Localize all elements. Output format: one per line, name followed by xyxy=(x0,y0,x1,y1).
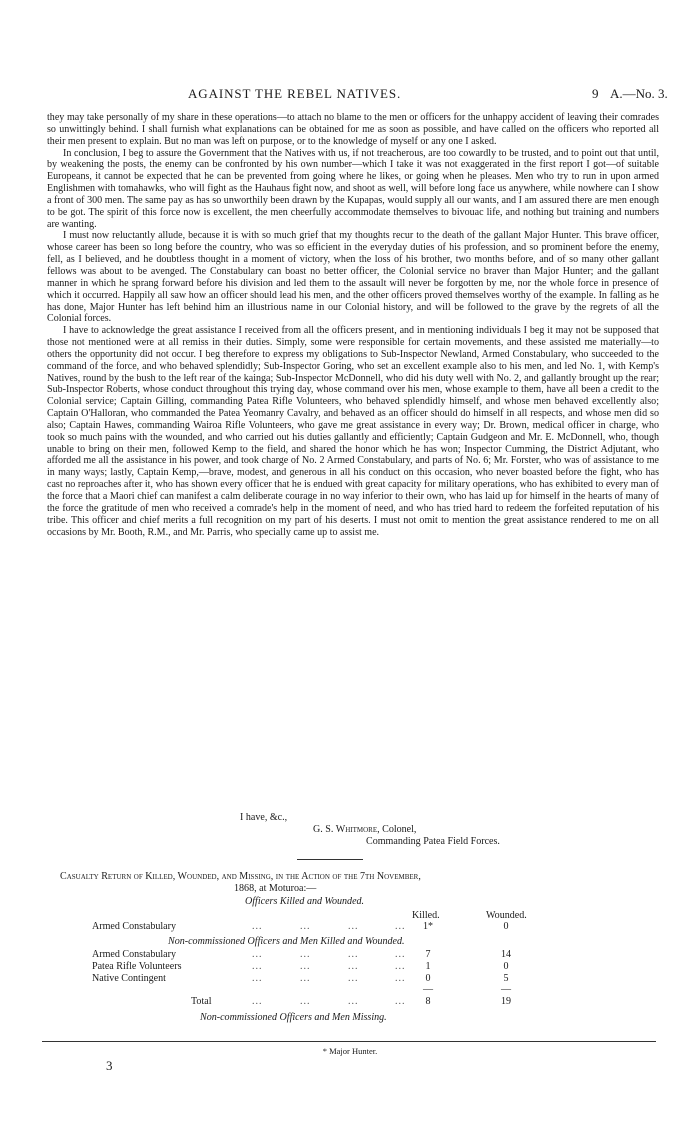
casualty-heading-line2: 1868, at Moturoa:— xyxy=(234,883,317,894)
casualty-heading-line1: Casualty Return of Killed, Wounded, and Missing, in the Action of the 7th November, xyxy=(60,871,421,882)
table-row: Patea Rifle Volunteers ... ... ... ... 1 0 xyxy=(92,961,509,972)
paragraph: In conclusion, I beg to assure the Government that the Natives with us, if not treacherous, are too cowardly to be trusted, and to point out that until, by weakening the posts, the enemy can be confronted by his own number—which I take it was not exaggerated in the first report I got—of suitable Europeans, it cannot be expected that he can be prevented from going where he likes, or going when he pleases. Men who try to run in upon armed Englishmen with tomahawks, who will fight as the Hauhaus fight now, and shoot as well, will before long face us anywhere, while nowhere can I show a front of 300 men. The same pay as has so unworthily been drawn by the Kupapas, would supply all our wants, and I am assured there are men enough to be got. The spirit of this force now is excellent, the men cheerfully accommodate themselves to bivouac life, and nothing but training and numbers are wanting. xyxy=(47,147,659,230)
signatory-name: G. S. Whitmore, Colonel, xyxy=(313,824,417,835)
total-row: Total ... ... ... ... 8 19 xyxy=(191,996,512,1007)
footnote-rule xyxy=(42,1041,656,1042)
sum-rules: — — xyxy=(422,984,512,995)
subheading-nco-killed-wounded: Non-commissioned Officers and Men Killed and Wounded. xyxy=(168,936,405,947)
running-title: AGAINST THE REBEL NATIVES. xyxy=(188,86,402,101)
printed-page-footer: 3 xyxy=(106,1058,113,1073)
closing-line: I have, &c., xyxy=(240,812,288,823)
table-row: Native Contingent ... ... ... ... 0 5 xyxy=(92,973,509,984)
paper-reference: A.—No. 3. xyxy=(610,86,668,101)
page-number: 9 xyxy=(592,86,599,101)
column-header-killed: Killed. xyxy=(412,910,440,921)
paragraph: I must now reluctantly allude, because it is with so much grief that my thoughts recur to the death of the gallant Major Hunter. This brave officer, whose career has been so long before the country, who was so efficient in the everyday duties of his profession, and so prominent before the enemy, fell, as I believed, and he doubtless thought in a moment of victory, when the loss of his brother, two months before, and of so many other gallant fellows was about to be avenged. The Constabulary can boast no better officer, the Colonial service no braver than Major Hunter; and the gallant manner in which he sprang forward before his division and led them to the assault will never be forgotten by me, nor the whole force in presence of which it occurred. Happily all saw how an officer should lead his men, and the other officers proved themselves worthy of the example. In falling as he has done, Major Hunter has left behind him an illustrious name in our Colonial history, and will be followed to the grave by the regrets of all the Colonial forces. xyxy=(47,230,659,325)
table-row: Armed Constabulary ... ... ... ... 1* 0 xyxy=(92,921,509,932)
column-header-wounded: Wounded. xyxy=(486,910,527,921)
signatory-title: Commanding Patea Field Forces. xyxy=(366,836,500,847)
paragraph: they may take personally of my share in these operations—to attach no blame to the men or officers for the unhappy accident of leaving their comrades so unwittingly behind. I shall furnish what explanations can be obtained for me as soon as possible, and have called on the officers who reported all their men present to explain. But no man was left on purpose, or to the knowledge of myself or any one I asked. xyxy=(47,112,659,147)
table-row: Armed Constabulary ... ... ... ... 7 14 xyxy=(92,949,512,960)
footnote: * Major Hunter. xyxy=(322,1046,378,1056)
paragraph: I have to acknowledge the great assistance I received from all the officers present, and in mentioning individuals I beg it may not be supposed that those not mentioned were at all remiss in their duties. Simply, some were responsible for certain movements, and these assisted me materially—to others the opportunity did not occur. I beg therefore to express my obligations to Sub-Inspector Newland, Armed Constabulary, who succeeded to the command of the force, and who behaved splendidly; Sub-Inspector Goring, who set an excellent example also to his men, and led No. 1, with Kemp's Natives, round by the bush to the left rear of the kainga; Sub-Inspector McDonnell, who did his duty well with No. 2, and gallantly brought up the rear; Sub-Inspector Roberts, whose conduct throughout this trying day, whose command over his men, whose example to them, have all been a credit to the Colonial service; Captain Gilling, commanding Patea Rifle Volunteers, who behaved splendidly himself, and whose men behaved excellently also; Captain O'Halloran, who commanded the Patea Yeomanry Cavalry, and behaved as an officer should do himself in all respects, and whose men did so also; Captain Hawes, commanding Wairoa Rifle Volunteers, who gave me great assistance in every way; Dr. Brown, medical officer in charge, who took so much pains with the wounded, and who carried out his duties gallantly and efficiently; Captain Gudgeon and Mr. E. McDonnell, who, though unable to bring on their men, followed Kemp to the field, and shared the honor which he has won; Inspector Cumming, the District Adjutant, who afforded me all the assistance in his power, and took charge of No. 2 Armed Constabulary, and parts of No. 6; Mr. Forster, who was of assistance to me in many ways; lastly, Captain Kemp,—brave, modest, and generous in all his conduct on this occasion, who never boasted before the fight, who has cast no reproaches after it, who has shown every officer that he is endued with great capacity for military operations, who has exhibited to every man of the force that a Maori chief can manifest a calm deliberate courage in no way inferior to their own, who has laid up for himself in the hearts of many of the force the gratitude of men who received a comrade's help in the moment of need, and who has tried hard to redeem the forfeited reputation of his tribe. This officer and chief merits a full recognition on my part of his deserts. I must not omit to mention the great assistance rendered to me on all occasions by Mr. Booth, R.M., and Mr. Parris, who specially came up to assist me. xyxy=(47,325,659,538)
subheading-officers: Officers Killed and Wounded. xyxy=(245,896,365,907)
subheading-missing: Non-commissioned Officers and Men Missing. xyxy=(200,1012,387,1023)
